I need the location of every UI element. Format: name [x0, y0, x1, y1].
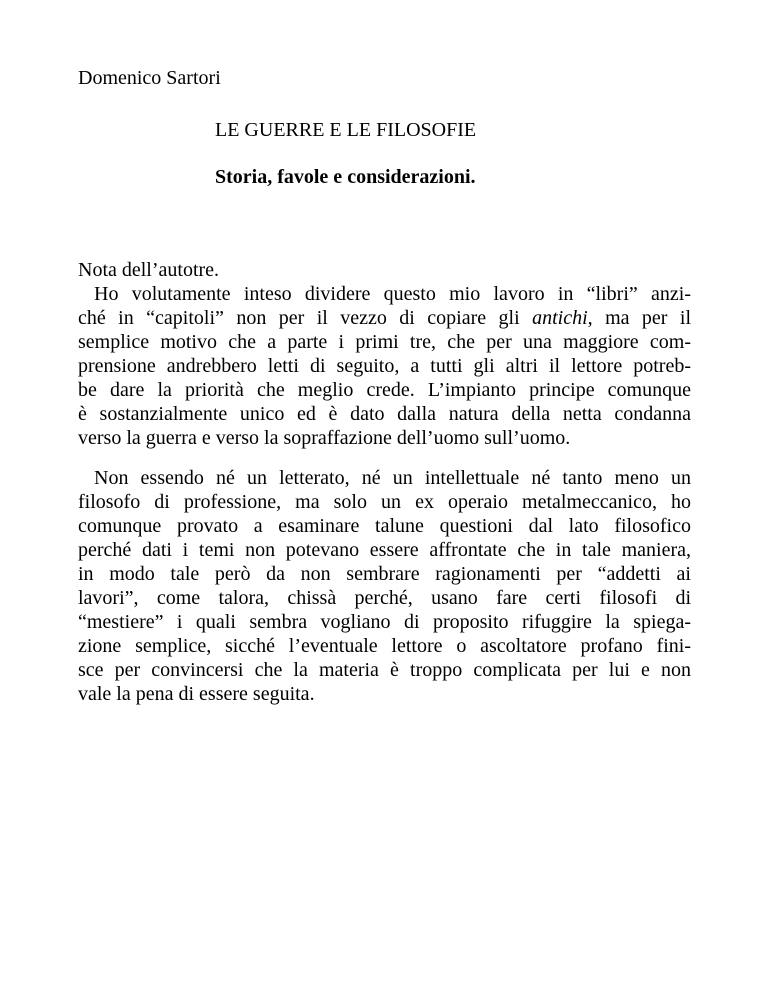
paragraph-line: è sostanzialmente unico ed è dato dalla natura della netta condanna — [78, 403, 691, 425]
paragraph-line: filosofo di professione, ma solo un ex operaio metalmeccanico, ho — [78, 491, 691, 513]
line-text: ché in “capitoli” non per il vezzo di copiare gli — [78, 307, 533, 329]
paragraph-line: comunque provato a esaminare talune questioni dal lato filosofico — [78, 515, 691, 537]
paragraph-line: Non essendo né un letterato, né un intellettuale né tanto meno un — [94, 467, 691, 489]
line-text: , ma per il — [587, 307, 691, 329]
paragraph-line: sce per convincersi che la materia è troppo complicata per lui e non — [78, 659, 691, 681]
paragraph-line: verso la guerra e verso la sopraffazione dell’uomo sull’uomo. — [78, 427, 571, 449]
paragraph-line — [78, 306, 691, 330]
paragraph-line: “mestiere” i quali sembra vogliano di proposito rifuggire la spiega- — [78, 611, 691, 633]
paragraph-line: vale la pena di essere seguita. — [78, 683, 315, 705]
paragraph-line: semplice motivo che a parte i primi tre, che per una maggiore com- — [78, 331, 691, 353]
italic-word: antichi — [532, 307, 588, 329]
paragraph-line: in modo tale però da non sembrare ragionamenti per “addetti ai — [78, 563, 691, 585]
paragraph-line: lavori”, come talora, chissà perché, usano fare certi filosofi di — [78, 587, 691, 609]
paragraph-line: prensione andrebbero letti di seguito, a tutti gli altri il lettore potreb- — [78, 355, 691, 377]
paragraph-line: Ho volutamente inteso dividere questo mio lavoro in “libri” anzi- — [94, 283, 691, 305]
paragraph-line: zione semplice, sicché l’eventuale lettore o ascoltatore profano fini- — [78, 635, 691, 657]
paragraph-2 — [78, 466, 691, 706]
body-text — [78, 258, 691, 706]
book-subtitle: Storia, favole e considerazioni. — [215, 166, 476, 188]
author-name: Domenico Sartori — [78, 67, 221, 89]
paragraph-line: perché dati i temi non potevano essere affrontate che in tale maniera, — [78, 539, 691, 561]
book-title: LE GUERRE E LE FILOSOFIE — [215, 119, 477, 141]
note-heading: Nota dell’autotre. — [78, 259, 220, 281]
paragraph-1 — [78, 282, 691, 450]
paragraph-gap — [78, 450, 691, 466]
paragraph-line: be dare la priorità che meglio crede. L’impianto principe comunque — [78, 379, 691, 401]
